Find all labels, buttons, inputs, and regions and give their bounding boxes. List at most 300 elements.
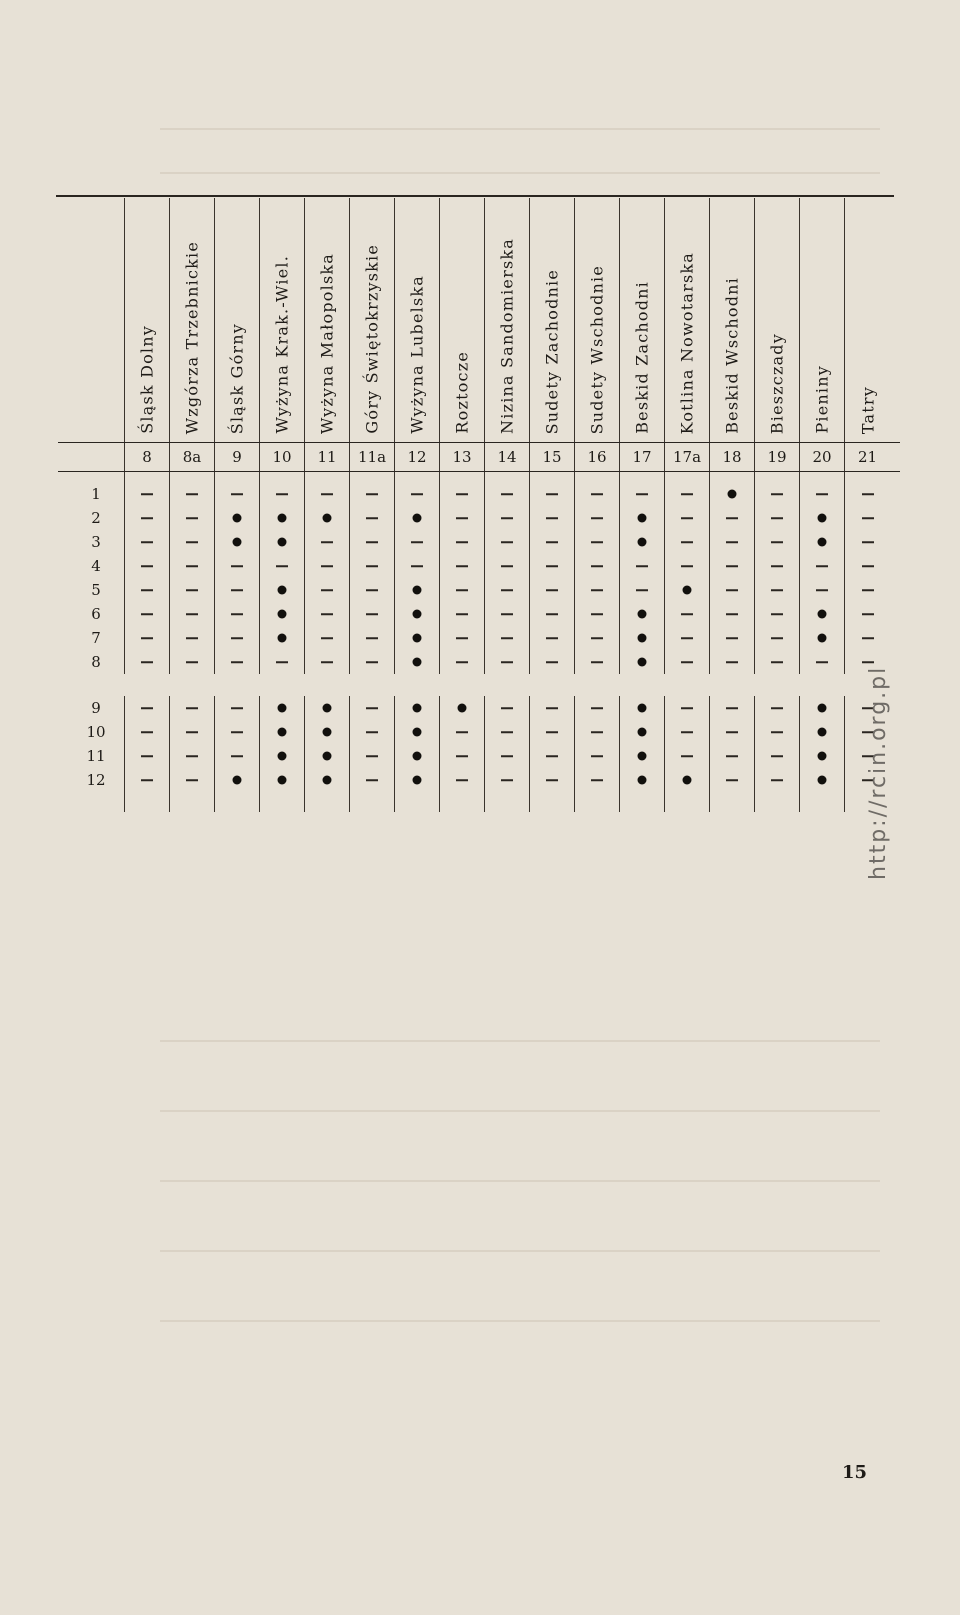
absence-dash [681, 707, 693, 709]
absence-dash [726, 779, 738, 781]
absence-cell [755, 720, 800, 744]
absence-dash [636, 565, 648, 567]
absence-cell [710, 720, 755, 744]
region-name: Bieszczady [767, 332, 787, 434]
region-name: Sudety Wschodnie [587, 264, 607, 434]
absence-cell [350, 602, 395, 626]
absence-dash [771, 613, 783, 615]
presence-cell [395, 650, 440, 674]
region-header [440, 198, 485, 442]
end-cell [485, 792, 530, 812]
absence-dash [411, 541, 423, 543]
presence-dot [683, 776, 692, 785]
absence-dash [546, 755, 558, 757]
table-row [58, 744, 900, 768]
absence-dash [141, 517, 153, 519]
presence-cell [710, 482, 755, 506]
absence-dash [726, 589, 738, 591]
absence-cell [305, 578, 350, 602]
absence-cell [530, 530, 575, 554]
region-number: 20 [800, 443, 845, 471]
table-row [58, 578, 900, 602]
absence-dash [231, 613, 243, 615]
absence-cell [755, 650, 800, 674]
row-number: 1 [58, 482, 125, 506]
absence-cell [710, 650, 755, 674]
absence-cell [575, 720, 620, 744]
absence-dash [726, 731, 738, 733]
region-number: 11 [305, 443, 350, 471]
absence-cell [440, 578, 485, 602]
absence-dash [366, 565, 378, 567]
absence-cell [125, 650, 170, 674]
region-number: 10 [260, 443, 305, 471]
absence-cell [350, 482, 395, 506]
absence-dash [862, 589, 874, 591]
gap-cell [440, 472, 485, 482]
region-name: Roztocze [452, 351, 472, 434]
absence-dash [591, 517, 603, 519]
gap-cell [755, 472, 800, 482]
absence-dash [771, 731, 783, 733]
region-header [755, 198, 800, 442]
absence-cell [665, 554, 710, 578]
absence-cell [845, 530, 890, 554]
gap-cell [170, 472, 215, 482]
absence-dash [771, 755, 783, 757]
end-cell [665, 792, 710, 812]
presence-cell [305, 506, 350, 530]
absence-cell [485, 768, 530, 792]
absence-cell [485, 626, 530, 650]
presence-cell [800, 530, 845, 554]
presence-cell [260, 720, 305, 744]
absence-cell [755, 768, 800, 792]
presence-dot [638, 752, 647, 761]
region-header [125, 198, 170, 442]
presence-cell [395, 626, 440, 650]
presence-dot [323, 752, 332, 761]
absence-cell [665, 696, 710, 720]
presence-dot [638, 728, 647, 737]
row-number: 11 [58, 744, 125, 768]
region-number: 15 [530, 443, 575, 471]
presence-dot [638, 610, 647, 619]
presence-cell [395, 602, 440, 626]
region-number: 17a [665, 443, 710, 471]
table-row [58, 482, 900, 506]
absence-cell [530, 506, 575, 530]
absence-dash [501, 541, 513, 543]
absence-dash [186, 707, 198, 709]
region-name: Wyżyna Lubelska [407, 275, 427, 434]
absence-dash [141, 731, 153, 733]
absence-cell [800, 650, 845, 674]
absence-cell [440, 530, 485, 554]
absence-dash [681, 731, 693, 733]
absence-dash [771, 589, 783, 591]
presence-dot [278, 704, 287, 713]
absence-cell [530, 554, 575, 578]
absence-cell [575, 768, 620, 792]
absence-cell [485, 744, 530, 768]
presence-dot [278, 514, 287, 523]
absence-dash [231, 755, 243, 757]
absence-dash [681, 613, 693, 615]
presence-cell [260, 626, 305, 650]
absence-dash [186, 661, 198, 663]
absence-dash [546, 589, 558, 591]
absence-cell [125, 578, 170, 602]
absence-dash [816, 565, 828, 567]
region-header [305, 198, 350, 442]
absence-dash [816, 661, 828, 663]
presence-cell [215, 506, 260, 530]
absence-dash [501, 565, 513, 567]
absence-dash [591, 541, 603, 543]
absence-cell [665, 602, 710, 626]
absence-cell [530, 768, 575, 792]
absence-cell [440, 506, 485, 530]
absence-cell [665, 650, 710, 674]
absence-cell [350, 578, 395, 602]
presence-cell [800, 696, 845, 720]
presence-cell [800, 602, 845, 626]
absence-cell [440, 602, 485, 626]
absence-cell [125, 602, 170, 626]
bleed-through-line [160, 1250, 880, 1252]
presence-dot [323, 514, 332, 523]
absence-cell [170, 744, 215, 768]
absence-cell [170, 626, 215, 650]
absence-dash [456, 613, 468, 615]
absence-dash [456, 565, 468, 567]
presence-dot [278, 538, 287, 547]
absence-cell [575, 696, 620, 720]
absence-cell [530, 650, 575, 674]
region-header [620, 198, 665, 442]
absence-dash [186, 541, 198, 543]
table-row [58, 768, 900, 792]
region-header [170, 198, 215, 442]
absence-dash [591, 565, 603, 567]
presence-dot [233, 538, 242, 547]
gap-cell [620, 472, 665, 482]
region-header [800, 198, 845, 442]
absence-dash [186, 613, 198, 615]
absence-cell [260, 554, 305, 578]
table-row [58, 602, 900, 626]
absence-dash [141, 779, 153, 781]
absence-cell [305, 482, 350, 506]
region-name: Wyżyna Krak.-Wiel. [272, 255, 292, 434]
absence-dash [456, 755, 468, 757]
absence-dash [816, 589, 828, 591]
end-cell [575, 792, 620, 812]
presence-cell [440, 696, 485, 720]
absence-dash [681, 493, 693, 495]
presence-dot [458, 704, 467, 713]
absence-cell [665, 720, 710, 744]
absence-cell [575, 554, 620, 578]
absence-dash [591, 731, 603, 733]
absence-dash [141, 755, 153, 757]
absence-dash [771, 637, 783, 639]
absence-cell [575, 482, 620, 506]
absence-dash [186, 779, 198, 781]
absence-dash [546, 707, 558, 709]
header-corner [58, 198, 125, 442]
absence-cell [755, 530, 800, 554]
absence-dash [231, 661, 243, 663]
region-number: 17 [620, 443, 665, 471]
absence-cell [845, 482, 890, 506]
absence-cell [575, 578, 620, 602]
absence-dash [771, 707, 783, 709]
absence-dash [231, 565, 243, 567]
absence-dash [141, 613, 153, 615]
region-number: 12 [395, 443, 440, 471]
absence-dash [141, 493, 153, 495]
absence-dash [366, 779, 378, 781]
header-row [58, 198, 900, 442]
absence-dash [501, 613, 513, 615]
absence-dash [321, 661, 333, 663]
bleed-through-line [160, 1320, 880, 1322]
absence-cell [395, 530, 440, 554]
absence-cell [755, 626, 800, 650]
region-name: Góry Świętokrzyskie [362, 244, 382, 434]
absence-cell [305, 602, 350, 626]
absence-dash [456, 493, 468, 495]
absence-dash [186, 589, 198, 591]
absence-dash [141, 541, 153, 543]
absence-cell [215, 578, 260, 602]
absence-dash [726, 517, 738, 519]
absence-cell [800, 578, 845, 602]
row-number: 3 [58, 530, 125, 554]
absence-cell [350, 696, 395, 720]
absence-dash [726, 661, 738, 663]
watermark: http://rcin.org.pl [866, 665, 891, 880]
table-row [58, 650, 900, 674]
absence-cell [215, 554, 260, 578]
absence-cell [710, 626, 755, 650]
absence-cell [125, 696, 170, 720]
absence-dash [546, 661, 558, 663]
absence-cell [350, 506, 395, 530]
table-top-rule [56, 195, 894, 197]
presence-cell [620, 744, 665, 768]
absence-cell [665, 482, 710, 506]
absence-dash [771, 565, 783, 567]
absence-dash [591, 755, 603, 757]
absence-cell [215, 650, 260, 674]
absence-cell [125, 626, 170, 650]
presence-dot [818, 776, 827, 785]
region-header [260, 198, 305, 442]
gap-cell [125, 472, 170, 482]
end-cell [58, 792, 125, 812]
end-cell [755, 792, 800, 812]
absence-dash [501, 707, 513, 709]
region-number-row [58, 442, 900, 472]
presence-dot [683, 586, 692, 595]
absence-cell [710, 506, 755, 530]
absence-dash [366, 755, 378, 757]
absence-cell [530, 720, 575, 744]
gap-cell [845, 472, 890, 482]
end-cell [170, 792, 215, 812]
absence-dash [501, 755, 513, 757]
absence-cell [665, 744, 710, 768]
absence-cell [170, 768, 215, 792]
presence-dot [323, 704, 332, 713]
row-number: 8 [58, 650, 125, 674]
table-row [58, 530, 900, 554]
absence-cell [665, 626, 710, 650]
absence-cell [125, 482, 170, 506]
absence-cell [530, 578, 575, 602]
absence-dash [546, 731, 558, 733]
absence-cell [755, 554, 800, 578]
region-name: Wzgórza Trzebnickie [182, 240, 202, 434]
presence-dot [818, 538, 827, 547]
absence-dash [591, 707, 603, 709]
absence-dash [636, 589, 648, 591]
absence-cell [215, 720, 260, 744]
presence-cell [260, 578, 305, 602]
presence-cell [260, 530, 305, 554]
gap-cell [215, 472, 260, 482]
region-header [350, 198, 395, 442]
presence-cell [305, 720, 350, 744]
absence-cell [530, 626, 575, 650]
gap-cell [665, 472, 710, 482]
absence-dash [366, 707, 378, 709]
presence-cell [305, 744, 350, 768]
gap-cell [305, 472, 350, 482]
absence-dash [591, 493, 603, 495]
presence-dot [818, 634, 827, 643]
region-name: Tatry [858, 385, 877, 434]
absence-dash [186, 517, 198, 519]
absence-cell [125, 768, 170, 792]
presence-dot [413, 634, 422, 643]
absence-cell [215, 744, 260, 768]
absence-cell [350, 720, 395, 744]
presence-cell [395, 768, 440, 792]
absence-cell [710, 602, 755, 626]
presence-dot [278, 610, 287, 619]
absence-cell [440, 650, 485, 674]
region-header [215, 198, 260, 442]
region-number: 8 [125, 443, 170, 471]
absence-cell [170, 720, 215, 744]
region-number: 8a [170, 443, 215, 471]
absence-cell [845, 506, 890, 530]
region-name: Pieniny [812, 365, 832, 434]
bleed-through-line [160, 1110, 880, 1112]
presence-dot [638, 514, 647, 523]
row-number: 9 [58, 696, 125, 720]
end-cell [125, 792, 170, 812]
absence-cell [305, 554, 350, 578]
absence-cell [755, 578, 800, 602]
end-cell [260, 792, 305, 812]
absence-cell [350, 554, 395, 578]
presence-dot [818, 514, 827, 523]
absence-cell [710, 554, 755, 578]
row-number: 12 [58, 768, 125, 792]
absence-cell [575, 506, 620, 530]
presence-cell [800, 626, 845, 650]
region-name: Nizina Sandomierska [497, 238, 517, 434]
absence-cell [755, 482, 800, 506]
presence-dot [413, 752, 422, 761]
end-cell [305, 792, 350, 812]
absence-cell [485, 720, 530, 744]
absence-dash [231, 707, 243, 709]
absence-dash [862, 661, 874, 663]
presence-dot [413, 514, 422, 523]
presence-cell [260, 768, 305, 792]
region-name: Beskid Zachodni [632, 281, 652, 434]
absence-cell [170, 602, 215, 626]
absence-dash [591, 637, 603, 639]
absence-dash [141, 707, 153, 709]
absence-dash [366, 661, 378, 663]
presence-dot [638, 634, 647, 643]
presence-cell [305, 768, 350, 792]
presence-dot [413, 776, 422, 785]
absence-cell [665, 506, 710, 530]
absence-cell [440, 626, 485, 650]
absence-cell [395, 554, 440, 578]
absence-dash [726, 541, 738, 543]
absence-dash [546, 613, 558, 615]
bleed-through-line [160, 1180, 880, 1182]
absence-dash [276, 661, 288, 663]
region-name: Sudety Zachodnie [542, 268, 562, 434]
absence-dash [726, 755, 738, 757]
absence-cell [485, 482, 530, 506]
end-cell [215, 792, 260, 812]
absence-cell [260, 650, 305, 674]
presence-cell [800, 506, 845, 530]
absence-cell [485, 506, 530, 530]
absence-dash [501, 589, 513, 591]
absence-dash [366, 731, 378, 733]
region-number: 18 [710, 443, 755, 471]
absence-cell [800, 482, 845, 506]
gap-cell [58, 472, 125, 482]
absence-dash [366, 541, 378, 543]
absence-cell [170, 554, 215, 578]
end-cell [530, 792, 575, 812]
absence-dash [366, 613, 378, 615]
absence-dash [141, 565, 153, 567]
absence-dash [366, 493, 378, 495]
absence-dash [501, 517, 513, 519]
table-row [58, 720, 900, 744]
absence-dash [141, 661, 153, 663]
end-cell [710, 792, 755, 812]
absence-dash [771, 779, 783, 781]
region-header [665, 198, 710, 442]
absence-dash [456, 731, 468, 733]
absence-dash [862, 637, 874, 639]
